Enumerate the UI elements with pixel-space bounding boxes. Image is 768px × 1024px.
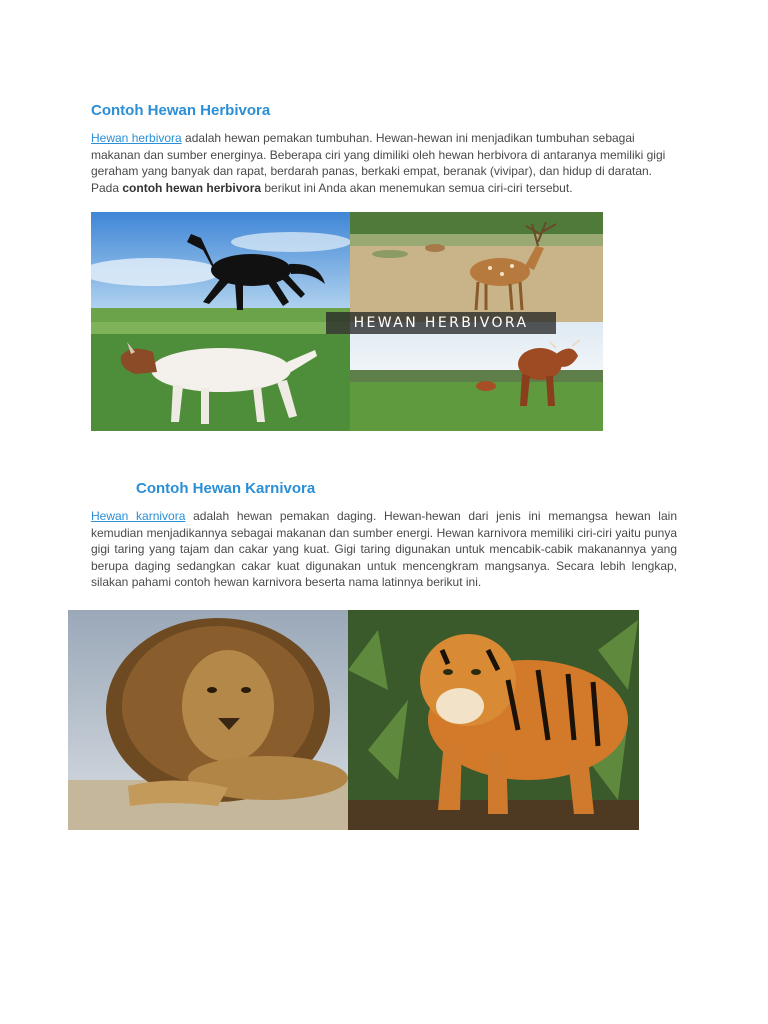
herbivora-text-2: berikut ini Anda akan menemukan semua ciri-ciri tersebut. bbox=[261, 180, 573, 195]
herbivora-image-banner: HEWAN HERBIVORA bbox=[326, 312, 556, 334]
herbivora-link[interactable]: Hewan herbivora bbox=[91, 131, 182, 145]
horse-illustration bbox=[91, 212, 350, 322]
herbivora-bold-text: contoh hewan herbivora bbox=[122, 180, 262, 195]
tiger-photo bbox=[348, 610, 639, 830]
cow-illustration bbox=[350, 322, 603, 431]
tiger-illustration bbox=[348, 610, 639, 830]
karnivora-collage bbox=[68, 610, 639, 830]
horse-photo bbox=[91, 212, 350, 322]
cow-photo bbox=[350, 322, 603, 431]
herbivora-heading: Contoh Hewan Herbivora bbox=[91, 102, 271, 119]
lion-illustration bbox=[68, 610, 348, 830]
lion-photo bbox=[68, 610, 348, 830]
deer-illustration bbox=[350, 212, 603, 322]
deer-photo bbox=[350, 212, 603, 322]
karnivora-heading: Contoh Hewan Karnivora bbox=[136, 480, 316, 497]
goat-illustration bbox=[91, 322, 350, 431]
herbivora-collage bbox=[91, 212, 603, 431]
goat-photo bbox=[91, 322, 350, 431]
herbivora-text-1: adalah hewan pemakan tumbuhan. Hewan-hewan ini menjadikan tumbuhan sebagai makanan dan sumber energinya. Beberapa ciri yang dimiliki oleh hewan herbivora di antaranya memiliki gigi geraham yang banyak dan rapat, berdarah panas, berkaki empat, beranak (vivipar), dan hidup di daratan. Pada bbox=[91, 131, 666, 195]
herbivora-paragraph bbox=[91, 130, 666, 196]
karnivora-text-1: adalah hewan pemakan daging. Hewan-hewan dari jenis ini memangsa hewan lain kemudian menjadikannya sebagai makanan dan sumber energi. Hewan karnivora memiliki ciri-ciri yaitu punya gigi taring yang tajam dan cakar yang kuat. Gigi taring digunakan untuk mencabik-cabik makanannya yang berupa daging sedangkan cakar kuat digunakan untuk mencengkram mangsanya. Secara lebih lengkap, silakan pahami contoh hewan karnivora beserta nama latinnya berikut ini. bbox=[91, 509, 677, 590]
karnivora-link[interactable]: Hewan karnivora bbox=[91, 509, 186, 523]
karnivora-paragraph bbox=[91, 508, 677, 591]
